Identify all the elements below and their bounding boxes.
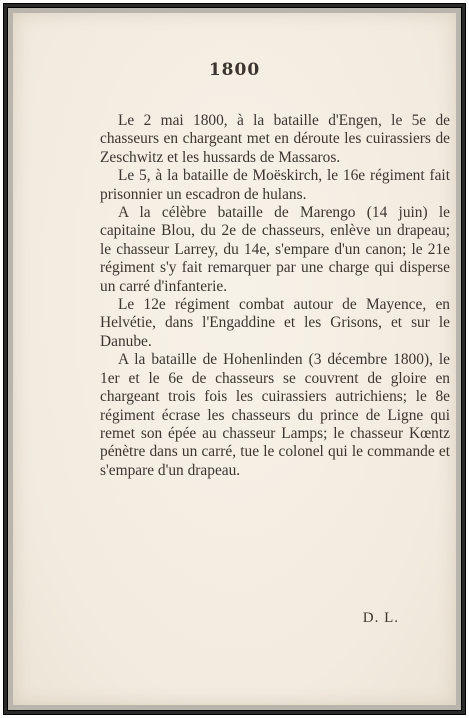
page-heading-year: 1800	[208, 60, 261, 80]
paragraph-hohenlinden: A la bataille de Hohenlinden (3 décembre 1800), le 1er et le 6e de chasseurs se couvrent de gloire en chargeant trois fois les cuirassiers autrichiens; le 8e régiment écrase les chasseurs du prince de Ligne qui remet son épée au chasseur Lamps; le chasseur Kœntz pénètre dans un carré, tue le colonel qui le commande et s'empare d'un drapeau.	[100, 351, 450, 479]
paragraph-mayence: Le 12e régiment combat autour de Mayence, en Helvétie, dans l'Engaddine et les Grisons, et sur le Danube.	[100, 296, 450, 350]
book-page	[13, 13, 456, 705]
paragraph-engen: Le 2 mai 1800, à la bataille d'Engen, le 5e de chasseurs en chargeant met en déroute les cuirassiers de Zeschwitz et les hussards de Massaros.	[100, 112, 450, 166]
frame-mat	[7, 7, 462, 711]
author-signature: D. L.	[362, 610, 399, 626]
paragraph-marengo: A la célèbre bataille de Marengo (14 juin) le capitaine Blou, du 2e de chasseurs, enlève un drapeau; le chasseur Larrey, du 14e, s'empare d'un canon; le 21e régiment s'y fait remarquer par une charge qui disperse un carré d'infanterie.	[100, 204, 450, 295]
page-body	[100, 112, 450, 480]
paragraph-moeskirch: Le 5, à la bataille de Moëskirch, le 16e régiment fait prisonnier un escadron de hulans.	[100, 167, 450, 203]
image-frame	[3, 3, 466, 715]
